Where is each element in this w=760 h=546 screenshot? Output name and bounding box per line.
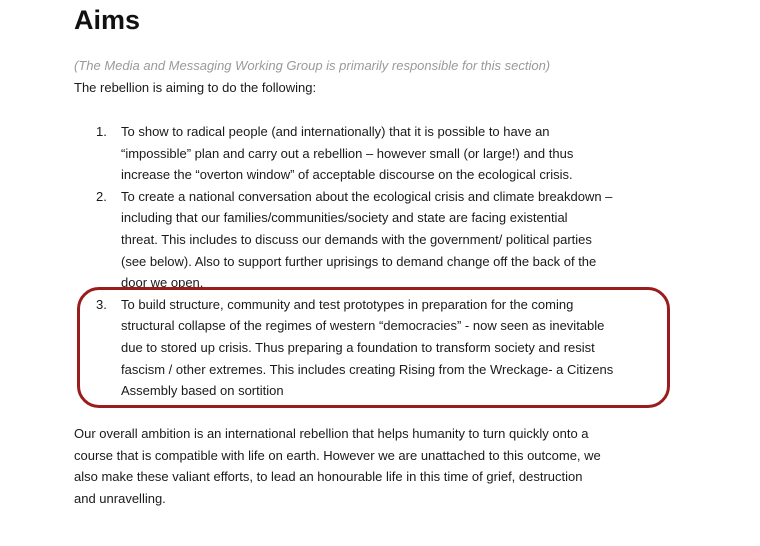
aim-item-3 [0, 294, 666, 402]
ambition-paragraph [74, 423, 601, 509]
responsibility-note: (The Media and Messaging Working Group is primarily responsible for this section) [74, 58, 551, 73]
aim-line: structural collapse of the regimes of western “democracies” - now seen as inevitable [121, 318, 605, 334]
ambition-line: also make these valiant efforts, to lead an honourable life in this time of grief, destruction [74, 469, 583, 485]
aim-line: threat. This includes to discuss our demands with the government/ political parties [121, 231, 592, 247]
aim-line: “impossible” plan and carry out a rebellion – however small (or large!) and thus [121, 145, 574, 161]
aim-item-2 [0, 186, 666, 294]
aim-number: 2. [96, 188, 107, 204]
intro-paragraph: The rebellion is aiming to do the following: [74, 80, 317, 95]
ambition-line: course that is compatible with life on earth. However we are unattached to this outcome, we [74, 447, 601, 463]
aim-line: Assembly based on sortition [121, 383, 284, 399]
aims-list [0, 121, 666, 402]
aim-line: fascism / other extremes. This includes creating Rising from the Wreckage- a Citizens [121, 361, 614, 377]
aim-item-1 [0, 121, 666, 186]
aim-number: 3. [96, 296, 107, 312]
ambition-line: and unravelling. [74, 490, 166, 506]
aim-line: To build structure, community and test prototypes in preparation for the coming [121, 296, 574, 312]
aim-number: 1. [96, 124, 107, 139]
aim-line: due to stored up crisis. Thus preparing a foundation to transform society and resist [121, 339, 595, 355]
ambition-line: Our overall ambition is an international rebellion that helps humanity to turn quickly onto a [74, 426, 589, 441]
aim-line: including that our families/communities/society and state are facing existential [121, 210, 568, 226]
aim-line: To create a national conversation about the ecological crisis and climate breakdown – [121, 188, 613, 204]
aim-line: (see below). Also to support further uprisings to demand change off the back of the [121, 253, 597, 269]
aim-line: increase the “overton window” of acceptable discourse on the ecological crisis. [121, 167, 573, 183]
aim-line: door we open. [121, 275, 204, 291]
aim-line: To show to radical people (and internationally) that it is possible to have an [121, 124, 550, 139]
section-title: Aims [74, 5, 141, 35]
